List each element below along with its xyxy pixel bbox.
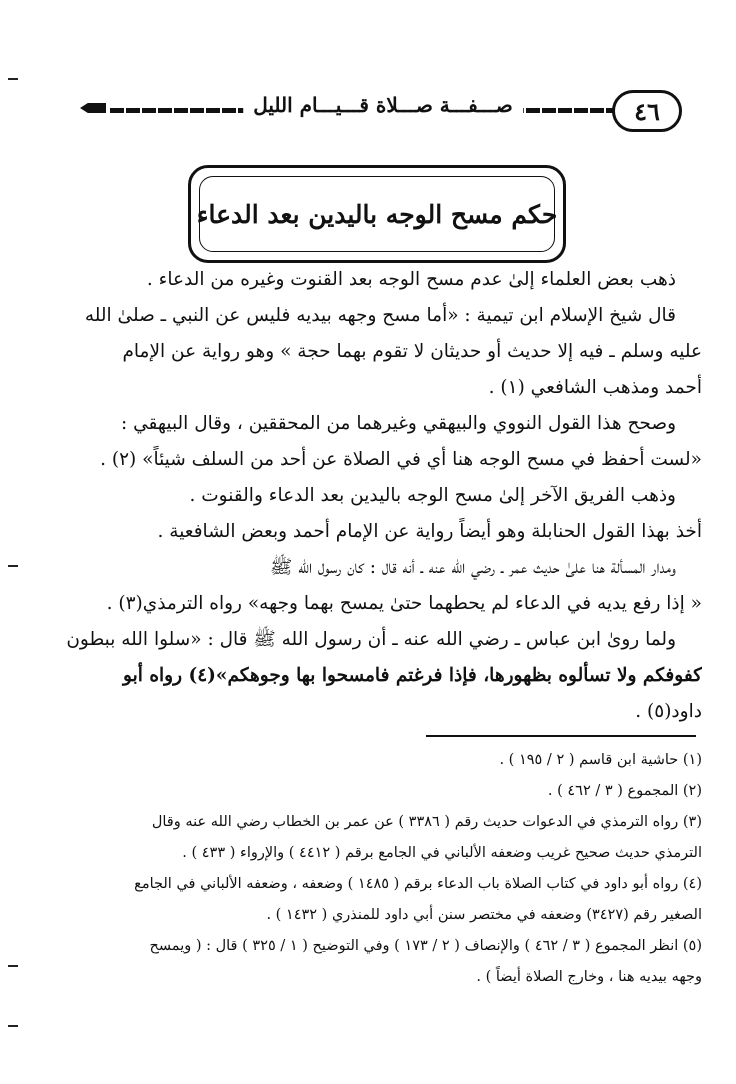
footnote-line: (٤) رواه أبو داود في كتاب الصلاة باب الدعاء برقم ( ١٤٨٥ ) وضعفه ، وضعفه الألباني في الجامع	[134, 876, 702, 892]
text-line: وصحح هذا القول النووي والبيهقي وغيرهما من المحققين ، وقال البيهقي :	[120, 413, 676, 434]
margin-mark	[8, 965, 18, 967]
text-line: عليه وسلم ـ فيه إلا حديث أو حديثان لا تقوم بهما حجة » وهو رواية عن الإمام	[122, 341, 702, 362]
section-title-frame	[188, 165, 566, 263]
text-line: وذهب الفريق الآخر إلىٰ مسح الوجه باليدين بعد الدعاء والقنوت .	[189, 485, 676, 506]
section-title: حكم مسح الوجه باليدين بعد الدعاء	[196, 199, 558, 229]
footnote-separator	[426, 735, 696, 737]
text-line: ولما روىٰ ابن عباس ـ رضي الله عنه ـ أن رسول الله ﷺ قال : «سلوا الله ببطون	[66, 629, 676, 650]
footnote-line: (٥) انظر المجموع ( ٣ / ٤٦٢ ) والإنصاف ( ٢ / ١٧٣ ) وفي التوضيح ( ١ / ٣٢٥ ) قال : ( ويمسح	[149, 938, 702, 954]
text-line: داود(٥) .	[635, 701, 702, 722]
text-line: كفوفكم ولا تسألوه بظهورها، فإذا فرغتم فامسحوا بها وجوهكم»(٤) رواه أبو	[123, 665, 702, 686]
margin-mark	[8, 1025, 18, 1027]
footnotes	[40, 745, 702, 993]
page-number: ٤٦	[612, 90, 682, 132]
margin-mark	[8, 78, 18, 80]
footnote-line: (١) حاشية ابن قاسم ( ٢ / ١٩٥ ) .	[499, 752, 702, 768]
margin-mark	[8, 565, 18, 567]
text-line: «لست أحفظ في مسح الوجه هنا أي في الصلاة عن أحد من السلف شيئاً» (٢) .	[100, 449, 702, 470]
text-line: أخذ بهذا القول الحنابلة وهو أيضاً رواية عن الإمام أحمد وبعض الشافعية .	[157, 521, 702, 542]
text-line: ذهب بعض العلماء إلىٰ عدم مسح الوجه بعد القنوت وغيره من الدعاء .	[146, 269, 676, 290]
footnote-line: الصغير رقم (٣٤٢٧) وضعفه في مختصر سنن أبي داود للمنذري ( ١٤٣٢ ) .	[266, 907, 702, 923]
header-ornament	[80, 103, 106, 113]
footnote-line: (٣) رواه الترمذي في الدعوات حديث رقم ( ٣٣٨٦ ) عن عمر بن الخطاب رضي الله عنه وقال	[151, 814, 702, 830]
text-line: ومدار المسألة هنا علىٰ حديث عمر ـ رضي الله عنه ـ أنه قال : كان رسول الله ﷺ	[269, 557, 676, 578]
footnote-line: الترمذي حديث صحيح غريب وضعفه الألباني في الجامع برقم ( ٤٤١٢ ) والإرواء ( ٤٣٣ ) .	[182, 845, 702, 861]
text-line: قال شيخ الإسلام ابن تيمية : «أما مسح وجهه بيديه فليس عن النبي ـ صلىٰ الله	[84, 305, 676, 326]
footnote-line: وجهه بيديه هنا ، وخارج الصلاة أيضاً ) .	[476, 969, 702, 985]
main-text	[40, 262, 702, 730]
footnote-line: (٢) المجموع ( ٣ / ٤٦٢ ) .	[547, 783, 702, 799]
running-title: صـــفـــة صـــلاة قـــيـــام الليل	[243, 93, 523, 117]
running-header	[80, 90, 686, 130]
text-line: « إذا رفع يديه في الدعاء لم يحطهما حتىٰ يمسح بهما وجهه» رواه الترمذي(٣) .	[106, 593, 702, 614]
text-line: أحمد ومذهب الشافعي (١) .	[488, 377, 702, 398]
